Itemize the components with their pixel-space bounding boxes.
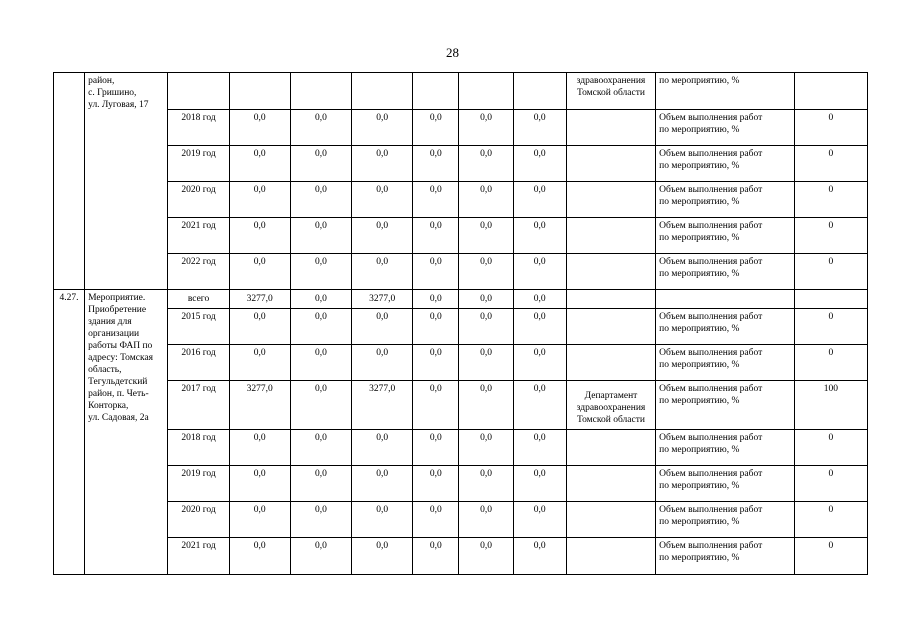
value-cell: 0,0	[229, 345, 290, 381]
target-cell: 0	[794, 502, 867, 538]
table-row	[54, 254, 868, 290]
value-cell: 3277,0	[352, 290, 413, 309]
value-cell: 0,0	[229, 538, 290, 575]
value-cell: 0,0	[459, 345, 513, 381]
target-cell: 0	[794, 466, 867, 502]
value-cell: 0,0	[413, 290, 459, 309]
value-cell: 0,0	[229, 218, 290, 254]
value-cell: 0,0	[459, 290, 513, 309]
program-activities-table	[53, 72, 868, 575]
metric-cell: Объем выполнения работ по мероприятию, %	[656, 218, 795, 254]
value-cell: 0,0	[290, 466, 351, 502]
target-cell: 0	[794, 110, 867, 146]
value-cell	[513, 73, 566, 110]
table-row	[54, 110, 868, 146]
value-cell: 0,0	[459, 309, 513, 345]
value-cell: 0,0	[352, 182, 413, 218]
value-cell: 0,0	[513, 110, 566, 146]
value-cell: 0,0	[352, 254, 413, 290]
department-cell	[566, 502, 655, 538]
item-name-cell: район, с. Гришино, ул. Луговая, 17	[85, 73, 168, 290]
department-cell	[566, 538, 655, 575]
target-cell: 0	[794, 430, 867, 466]
value-cell: 0,0	[229, 309, 290, 345]
value-cell: 0,0	[290, 309, 351, 345]
table-row	[54, 538, 868, 575]
department-cell	[566, 290, 655, 309]
department-cell	[566, 110, 655, 146]
value-cell	[413, 73, 459, 110]
year-cell: 2019 год	[168, 146, 229, 182]
year-cell: 2021 год	[168, 218, 229, 254]
table-row	[54, 146, 868, 182]
target-cell: 0	[794, 345, 867, 381]
table-row	[54, 218, 868, 254]
value-cell: 0,0	[229, 146, 290, 182]
value-cell	[459, 73, 513, 110]
metric-cell: Объем выполнения работ по мероприятию, %	[656, 309, 795, 345]
value-cell: 0,0	[229, 254, 290, 290]
value-cell: 0,0	[413, 430, 459, 466]
year-cell: 2018 год	[168, 430, 229, 466]
value-cell: 0,0	[413, 146, 459, 182]
department-cell	[566, 309, 655, 345]
value-cell: 0,0	[290, 110, 351, 146]
item-index-cell: 4.27.	[54, 290, 85, 575]
value-cell: 0,0	[413, 538, 459, 575]
year-cell: 2015 год	[168, 309, 229, 345]
metric-cell: Объем выполнения работ по мероприятию, %	[656, 381, 795, 430]
metric-cell: Объем выполнения работ по мероприятию, %	[656, 146, 795, 182]
value-cell: 0,0	[513, 146, 566, 182]
metric-cell: Объем выполнения работ по мероприятию, %	[656, 182, 795, 218]
year-cell: 2022 год	[168, 254, 229, 290]
value-cell: 0,0	[459, 430, 513, 466]
table-row	[54, 73, 868, 110]
value-cell: 0,0	[413, 345, 459, 381]
value-cell: 0,0	[290, 502, 351, 538]
value-cell: 0,0	[229, 430, 290, 466]
value-cell: 0,0	[513, 290, 566, 309]
value-cell: 0,0	[459, 218, 513, 254]
value-cell: 0,0	[352, 218, 413, 254]
target-cell: 0	[794, 309, 867, 345]
value-cell: 0,0	[413, 182, 459, 218]
value-cell: 0,0	[413, 381, 459, 430]
department-cell	[566, 254, 655, 290]
value-cell: 0,0	[290, 218, 351, 254]
value-cell	[168, 73, 229, 110]
table-row	[54, 309, 868, 345]
table-row	[54, 182, 868, 218]
department-cell	[566, 430, 655, 466]
year-cell: 2017 год	[168, 381, 229, 430]
target-cell: 0	[794, 218, 867, 254]
target-cell	[794, 290, 867, 309]
value-cell: 0,0	[229, 466, 290, 502]
value-cell: 0,0	[352, 538, 413, 575]
value-cell: 0,0	[352, 502, 413, 538]
value-cell: 0,0	[459, 146, 513, 182]
metric-cell: по мероприятию, %	[656, 73, 795, 110]
value-cell: 0,0	[413, 309, 459, 345]
value-cell: 0,0	[513, 502, 566, 538]
value-cell: 0,0	[413, 502, 459, 538]
item-index-cell	[54, 73, 85, 290]
target-cell: 100	[794, 381, 867, 430]
value-cell: 0,0	[229, 182, 290, 218]
value-cell: 0,0	[352, 430, 413, 466]
department-cell	[566, 466, 655, 502]
value-cell: 0,0	[352, 466, 413, 502]
target-cell: 0	[794, 538, 867, 575]
value-cell: 3277,0	[352, 381, 413, 430]
value-cell: 0,0	[290, 430, 351, 466]
item-name-cell: Мероприятие. Приобретение здания для организации работы ФАП по адресу: Томская область, Тегульдетский район, п. Четь- Конторка, ул. Садовая, 2а	[85, 290, 168, 575]
value-cell: 0,0	[413, 110, 459, 146]
metric-cell: Объем выполнения работ по мероприятию, %	[656, 502, 795, 538]
value-cell	[290, 73, 351, 110]
value-cell: 0,0	[513, 182, 566, 218]
target-cell: 0	[794, 254, 867, 290]
table-row	[54, 345, 868, 381]
value-cell: 0,0	[290, 345, 351, 381]
page-number: 28	[446, 45, 459, 60]
value-cell: 0,0	[352, 146, 413, 182]
value-cell: 0,0	[413, 254, 459, 290]
year-cell: 2016 год	[168, 345, 229, 381]
value-cell: 3277,0	[229, 381, 290, 430]
metric-cell: Объем выполнения работ по мероприятию, %	[656, 345, 795, 381]
value-cell: 0,0	[513, 381, 566, 430]
value-cell: 0,0	[459, 110, 513, 146]
year-cell: 2020 год	[168, 502, 229, 538]
year-cell: 2019 год	[168, 466, 229, 502]
year-cell: 2020 год	[168, 182, 229, 218]
table-row	[54, 430, 868, 466]
value-cell: 0,0	[229, 502, 290, 538]
value-cell: 0,0	[513, 430, 566, 466]
table-row	[54, 466, 868, 502]
value-cell: 0,0	[459, 182, 513, 218]
metric-cell	[656, 290, 795, 309]
department-cell	[566, 146, 655, 182]
metric-cell: Объем выполнения работ по мероприятию, %	[656, 110, 795, 146]
value-cell: 0,0	[290, 290, 351, 309]
value-cell: 0,0	[290, 538, 351, 575]
value-cell: 0,0	[513, 466, 566, 502]
value-cell: 0,0	[413, 466, 459, 502]
value-cell: 0,0	[413, 218, 459, 254]
table-row	[54, 502, 868, 538]
department-cell: Департамент здравоохранения Томской области	[566, 381, 655, 430]
value-cell: 0,0	[513, 538, 566, 575]
value-cell: 0,0	[513, 254, 566, 290]
table-row	[54, 381, 868, 430]
value-cell: 0,0	[229, 110, 290, 146]
value-cell: 0,0	[290, 254, 351, 290]
department-cell: здравоохранения Томской области	[566, 73, 655, 110]
value-cell: 0,0	[290, 146, 351, 182]
value-cell: 0,0	[352, 345, 413, 381]
value-cell: 0,0	[290, 182, 351, 218]
value-cell: 0,0	[459, 466, 513, 502]
department-cell	[566, 182, 655, 218]
department-cell	[566, 345, 655, 381]
year-cell: всего	[168, 290, 229, 309]
target-cell	[794, 73, 867, 110]
metric-cell: Объем выполнения работ по мероприятию, %	[656, 254, 795, 290]
value-cell: 0,0	[459, 502, 513, 538]
value-cell: 0,0	[459, 381, 513, 430]
value-cell: 0,0	[352, 309, 413, 345]
target-cell: 0	[794, 146, 867, 182]
table-row	[54, 290, 868, 309]
value-cell: 0,0	[352, 110, 413, 146]
value-cell	[352, 73, 413, 110]
value-cell: 0,0	[513, 218, 566, 254]
metric-cell: Объем выполнения работ по мероприятию, %	[656, 466, 795, 502]
value-cell: 0,0	[513, 345, 566, 381]
value-cell	[229, 73, 290, 110]
metric-cell: Объем выполнения работ по мероприятию, %	[656, 538, 795, 575]
value-cell: 3277,0	[229, 290, 290, 309]
year-cell: 2018 год	[168, 110, 229, 146]
value-cell: 0,0	[459, 254, 513, 290]
value-cell: 0,0	[459, 538, 513, 575]
metric-cell: Объем выполнения работ по мероприятию, %	[656, 430, 795, 466]
value-cell: 0,0	[513, 309, 566, 345]
value-cell: 0,0	[290, 381, 351, 430]
department-cell	[566, 218, 655, 254]
year-cell: 2021 год	[168, 538, 229, 575]
target-cell: 0	[794, 182, 867, 218]
